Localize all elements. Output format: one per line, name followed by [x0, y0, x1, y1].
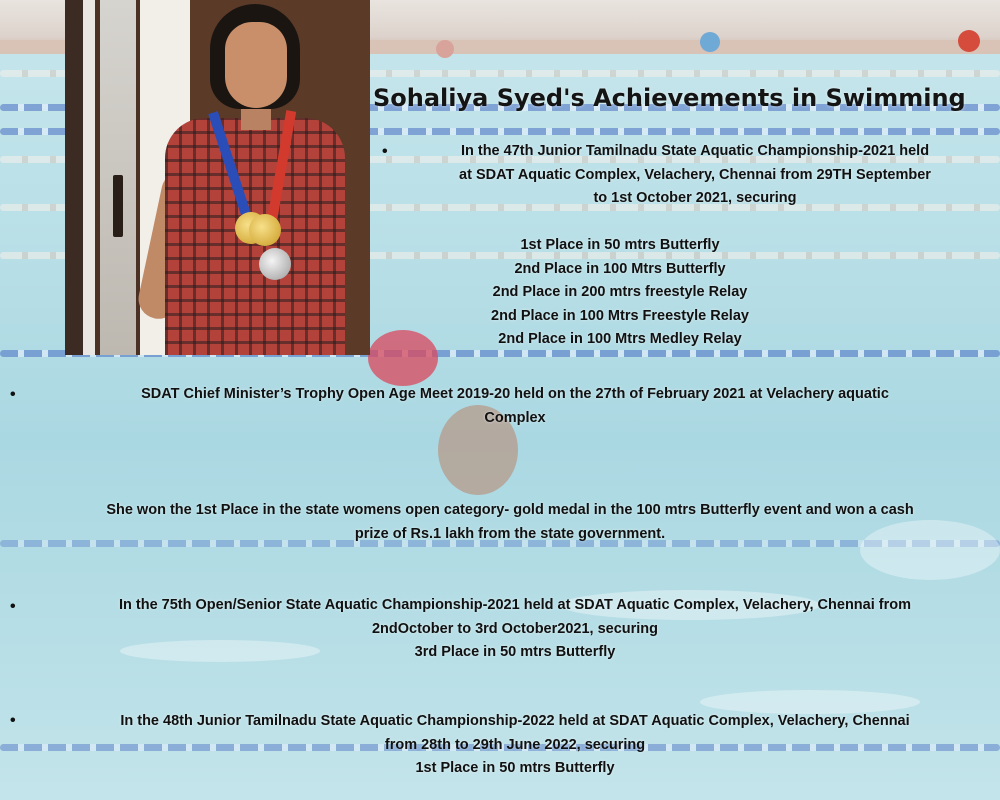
gold-medal-icon	[249, 214, 281, 246]
page-title: Sohaliya Syed's Achievements in Swimming	[373, 84, 966, 112]
bullet-icon: •	[382, 143, 388, 160]
text-line: at SDAT Aquatic Complex, Velachery, Chennai from 29TH September	[459, 166, 931, 183]
text-line: prize of Rs.1 lakh from the state government.	[354, 525, 666, 542]
result-line: 1st Place in 50 mtrs Butterfly	[520, 237, 720, 253]
portrait-photo	[65, 0, 370, 355]
bullet-icon: •	[10, 598, 16, 615]
text-line: In the 47th Junior Tamilnadu State Aquatic Championship-2021 held	[460, 143, 930, 159]
bullet-icon: •	[10, 712, 16, 729]
text-line: Complex	[484, 409, 546, 426]
achievement-3-text	[30, 594, 1000, 665]
silver-medal-icon	[259, 248, 291, 280]
door-handle	[113, 175, 123, 237]
achievement-1-text	[390, 140, 1000, 211]
text-line: from 28th to 29th June 2022, securing	[384, 736, 646, 753]
swimmer-head	[436, 40, 454, 58]
text-line: 1st Place in 50 mtrs Butterfly	[415, 760, 615, 776]
result-line: 2nd Place in 200 mtrs freestyle Relay	[492, 284, 748, 300]
text-line: In the 75th Open/Senior State Aquatic Championship-2021 held at SDAT Aquatic Complex, Velachery, Chennai from	[118, 597, 911, 613]
face	[225, 22, 287, 108]
bullet-icon: •	[10, 386, 16, 403]
result-line: 2nd Place in 100 Mtrs Freestyle Relay	[491, 307, 749, 324]
text-line: to 1st October 2021, securing	[593, 190, 797, 206]
result-line: 2nd Place in 100 Mtrs Medley Relay	[498, 331, 742, 347]
text-line: 2ndOctober to 3rd October2021, securing	[371, 620, 659, 637]
achievement-1-results	[390, 234, 850, 352]
achievement-4-text	[30, 710, 1000, 781]
achievement-2-detail	[20, 499, 1000, 546]
result-line: 2nd Place in 100 Mtrs Butterfly	[514, 260, 726, 277]
achievement-2-text	[30, 383, 1000, 430]
text-line: In the 48th Junior Tamilnadu State Aquatic Championship-2022 held at SDAT Aquatic Complex, Velachery, Chennai	[120, 713, 910, 729]
swimmer-head	[958, 30, 980, 52]
text-line: SDAT Chief Minister’s Trophy Open Age Meet 2019-20 held on the 27th of February 2021 at Velachery aquatic	[141, 386, 889, 402]
swimmer-head	[700, 32, 720, 52]
text-line: 3rd Place in 50 mtrs Butterfly	[414, 644, 616, 660]
text-line: She won the 1st Place in the state womens open category- gold medal in the 100 mtrs Butterfly event and won a cash	[106, 502, 914, 518]
